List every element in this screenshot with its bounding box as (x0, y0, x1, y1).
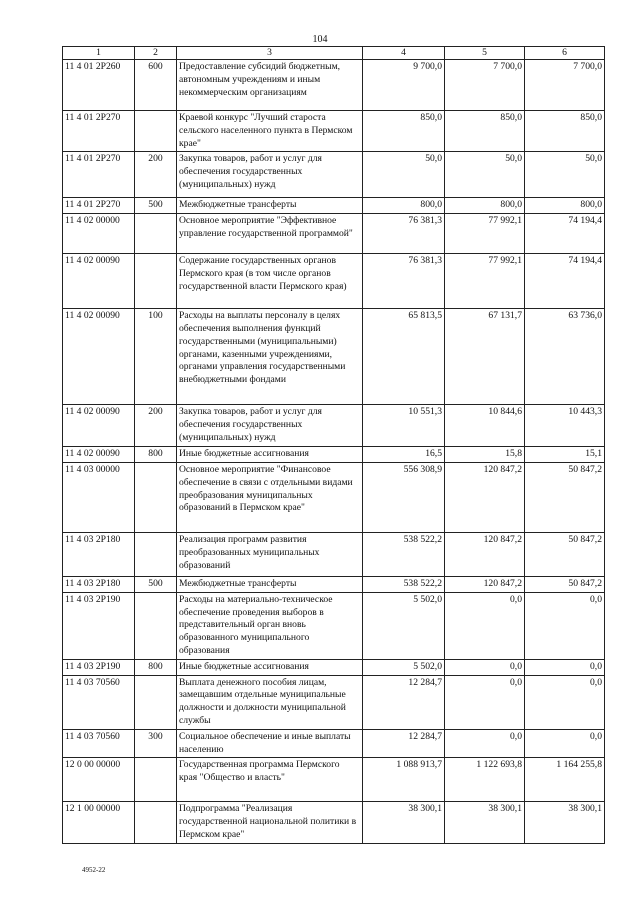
row-name: Государственная программа Пермского края "Общество и власть" (177, 758, 363, 802)
row-value-col6: 50 847,2 (525, 576, 605, 592)
row-value-col4: 850,0 (363, 111, 445, 152)
row-code: 11 4 02 00090 (63, 254, 135, 309)
row-code: 11 4 01 2P270 (63, 111, 135, 152)
header-col-5: 5 (445, 47, 525, 60)
row-code: 11 4 03 2P180 (63, 576, 135, 592)
row-value-col6: 38 300,1 (525, 802, 605, 844)
row-value-col4: 5 502,0 (363, 592, 445, 659)
row-value-col4: 16,5 (363, 447, 445, 463)
row-code: 11 4 01 2P270 (63, 152, 135, 198)
table-row (63, 659, 605, 675)
row-name: Выплата денежного пособия лицам, замещавшим отдельные муниципальные должности и должности муниципальной службы (177, 675, 363, 729)
footer-document-code: 4952-22 (82, 866, 106, 874)
row-value-col6: 63 736,0 (525, 309, 605, 405)
table-row (63, 802, 605, 844)
row-name: Закупка товаров, работ и услуг для обеспечения государственных (муниципальных) нужд (177, 405, 363, 447)
row-expense-type: 500 (135, 576, 177, 592)
row-code: 11 4 03 2P190 (63, 659, 135, 675)
row-expense-type (135, 592, 177, 659)
table-row (63, 405, 605, 447)
row-value-col4: 76 381,3 (363, 254, 445, 309)
row-expense-type (135, 532, 177, 576)
row-value-col5: 38 300,1 (445, 802, 525, 844)
row-value-col5: 0,0 (445, 675, 525, 729)
row-value-col5: 120 847,2 (445, 532, 525, 576)
row-value-col5: 0,0 (445, 729, 525, 758)
table-row (63, 447, 605, 463)
row-expense-type: 300 (135, 729, 177, 758)
table-row (63, 254, 605, 309)
row-name: Иные бюджетные ассигнования (177, 447, 363, 463)
header-col-2: 2 (135, 47, 177, 60)
row-expense-type: 800 (135, 659, 177, 675)
row-code: 11 4 02 00000 (63, 214, 135, 254)
row-value-col5: 10 844,6 (445, 405, 525, 447)
table-row (63, 198, 605, 214)
row-expense-type: 500 (135, 198, 177, 214)
row-expense-type (135, 462, 177, 532)
row-value-col4: 556 308,9 (363, 462, 445, 532)
row-value-col6: 74 194,4 (525, 214, 605, 254)
row-value-col6: 50 847,2 (525, 532, 605, 576)
row-code: 11 4 03 00000 (63, 462, 135, 532)
page-number: 104 (312, 34, 328, 45)
header-col-1: 1 (63, 47, 135, 60)
row-expense-type: 600 (135, 60, 177, 111)
table-row (63, 576, 605, 592)
row-code: 11 4 03 2P180 (63, 532, 135, 576)
row-value-col6: 50 847,2 (525, 462, 605, 532)
row-expense-type (135, 254, 177, 309)
row-value-col4: 800,0 (363, 198, 445, 214)
row-name: Закупка товаров, работ и услуг для обеспечения государственных (муниципальных) нужд (177, 152, 363, 198)
row-value-col5: 800,0 (445, 198, 525, 214)
row-name: Основное мероприятие "Финансовое обеспечение в связи с отдельными видами преобразования муниципальных образований в Пермском крае" (177, 462, 363, 532)
row-value-col5: 15,8 (445, 447, 525, 463)
row-name: Межбюджетные трансферты (177, 576, 363, 592)
row-value-col5: 0,0 (445, 659, 525, 675)
row-expense-type (135, 111, 177, 152)
row-name: Краевой конкурс "Лучший староста сельского населенного пункта в Пермском крае" (177, 111, 363, 152)
row-value-col4: 38 300,1 (363, 802, 445, 844)
row-code: 11 4 03 70560 (63, 675, 135, 729)
row-value-col4: 538 522,2 (363, 576, 445, 592)
row-code: 11 4 01 2P270 (63, 198, 135, 214)
row-code: 11 4 03 2P190 (63, 592, 135, 659)
table-row (63, 532, 605, 576)
header-col-4: 4 (363, 47, 445, 60)
row-value-col4: 12 284,7 (363, 675, 445, 729)
row-value-col5: 0,0 (445, 592, 525, 659)
row-name: Содержание государственных органов Пермского края (в том числе органов государственной власти Пермского края) (177, 254, 363, 309)
row-value-col4: 9 700,0 (363, 60, 445, 111)
row-value-col4: 5 502,0 (363, 659, 445, 675)
row-name: Межбюджетные трансферты (177, 198, 363, 214)
row-name: Предоставление субсидий бюджетным, автономным учреждениям и иным некоммерческим организациям (177, 60, 363, 111)
row-code: 11 4 02 00090 (63, 447, 135, 463)
row-value-col6: 7 700,0 (525, 60, 605, 111)
row-expense-type: 200 (135, 405, 177, 447)
row-value-col5: 77 992,1 (445, 254, 525, 309)
row-value-col6: 15,1 (525, 447, 605, 463)
row-expense-type (135, 802, 177, 844)
row-value-col5: 850,0 (445, 111, 525, 152)
table-row (63, 758, 605, 802)
row-value-col5: 120 847,2 (445, 462, 525, 532)
row-value-col6: 50,0 (525, 152, 605, 198)
row-value-col6: 850,0 (525, 111, 605, 152)
row-value-col6: 0,0 (525, 675, 605, 729)
table-row (63, 111, 605, 152)
table-row (63, 729, 605, 758)
row-name: Реализация программ развития преобразованных муниципальных образований (177, 532, 363, 576)
row-code: 11 4 03 70560 (63, 729, 135, 758)
row-code: 11 4 01 2P260 (63, 60, 135, 111)
budget-table (62, 46, 605, 844)
row-value-col5: 67 131,7 (445, 309, 525, 405)
row-value-col5: 1 122 693,8 (445, 758, 525, 802)
row-code: 11 4 02 00090 (63, 405, 135, 447)
row-value-col4: 538 522,2 (363, 532, 445, 576)
row-expense-type (135, 214, 177, 254)
table-row (63, 675, 605, 729)
table-row (63, 60, 605, 111)
row-code: 12 1 00 00000 (63, 802, 135, 844)
row-name: Подпрограмма "Реализация государственной национальной политики в Пермском крае" (177, 802, 363, 844)
row-expense-type: 200 (135, 152, 177, 198)
table-row (63, 592, 605, 659)
row-expense-type (135, 675, 177, 729)
header-col-3: 3 (177, 47, 363, 60)
row-code: 12 0 00 00000 (63, 758, 135, 802)
row-value-col6: 74 194,4 (525, 254, 605, 309)
row-name: Иные бюджетные ассигнования (177, 659, 363, 675)
row-name: Основное мероприятие "Эффективное управление государственной программой" (177, 214, 363, 254)
row-expense-type: 800 (135, 447, 177, 463)
row-value-col6: 0,0 (525, 659, 605, 675)
header-row (63, 47, 605, 60)
row-value-col6: 1 164 255,8 (525, 758, 605, 802)
row-value-col5: 7 700,0 (445, 60, 525, 111)
table-row (63, 214, 605, 254)
row-expense-type (135, 758, 177, 802)
row-value-col4: 12 284,7 (363, 729, 445, 758)
row-name: Расходы на выплаты персоналу в целях обеспечения выполнения функций государственными (муниципальными) органами, казенными учреждениями, органами управления государственными внебюджетными фондами (177, 309, 363, 405)
row-value-col4: 1 088 913,7 (363, 758, 445, 802)
row-value-col5: 120 847,2 (445, 576, 525, 592)
table-row (63, 462, 605, 532)
row-value-col6: 10 443,3 (525, 405, 605, 447)
row-value-col5: 77 992,1 (445, 214, 525, 254)
row-value-col5: 50,0 (445, 152, 525, 198)
row-expense-type: 100 (135, 309, 177, 405)
row-value-col6: 0,0 (525, 729, 605, 758)
row-value-col4: 65 813,5 (363, 309, 445, 405)
row-name: Расходы на материально-техническое обеспечение проведения выборов в представительный орган вновь образованного муниципального образования (177, 592, 363, 659)
row-value-col4: 76 381,3 (363, 214, 445, 254)
row-value-col4: 10 551,3 (363, 405, 445, 447)
row-value-col6: 0,0 (525, 592, 605, 659)
row-name: Социальное обеспечение и иные выплаты населению (177, 729, 363, 758)
table-row (63, 309, 605, 405)
row-value-col4: 50,0 (363, 152, 445, 198)
row-value-col6: 800,0 (525, 198, 605, 214)
header-col-6: 6 (525, 47, 605, 60)
table-row (63, 152, 605, 198)
row-code: 11 4 02 00090 (63, 309, 135, 405)
